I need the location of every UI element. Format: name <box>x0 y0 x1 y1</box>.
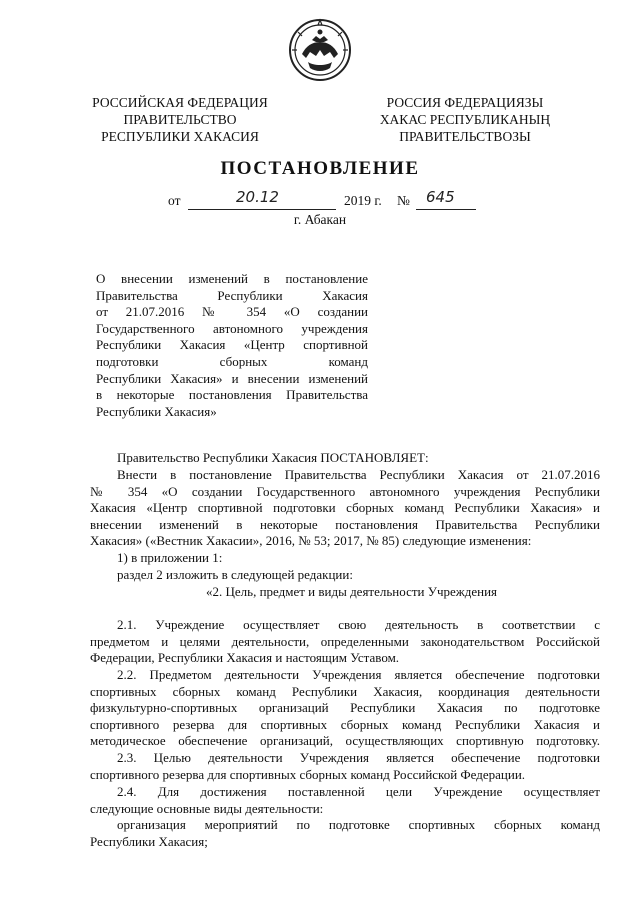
text-line: раздел 2 изложить в следующей редакции: <box>117 567 353 582</box>
text-line: Хакасия «Центр спортивной подготовки сборных команд Республики Хакасия» и <box>90 500 600 516</box>
handwritten-number: 645 <box>426 188 455 206</box>
subject-line: в некоторые постановления Правительства <box>96 387 368 403</box>
text-line: предметом и целями деятельности, определенными законодательством Российской <box>90 633 600 649</box>
header-left-line: РОССИЙСКАЯ ФЕДЕРАЦИЯ <box>92 95 268 110</box>
text-line: «2. Цель, предмет и виды деятельности Учреждения <box>206 584 498 599</box>
subject-line: подготовки сборных команд <box>96 353 368 369</box>
subject-line: Государственного автономного учреждения <box>96 320 368 336</box>
paragraph-2-4 <box>90 784 600 817</box>
text-line: организация мероприятий по подготовке спортивных сборных команд <box>117 817 600 832</box>
paragraph-amend <box>90 467 600 550</box>
text-line: 2.4. Для достижения поставленной цели Учреждение осуществляет <box>117 784 600 799</box>
text-line: спортивных сборных команд Республики Хакасия, координация деятельности <box>90 683 600 699</box>
text-line: 2.2. Предметом деятельности Учреждения является обеспечение подготовки <box>117 667 600 682</box>
text-line: Правительство Республики Хакасия ПОСТАНОВЛЯЕТ: <box>117 450 429 465</box>
document-year: 2019 г. <box>344 193 382 208</box>
text-line: Хакасия» («Вестник Хакасии», 2016, № 53; 2017, № 85) следующие изменения: <box>90 533 532 549</box>
date-number-line <box>168 188 488 213</box>
paragraph-section-2 <box>90 567 600 584</box>
subject-line: Республики Хакасия» и внесении изменений <box>96 370 368 386</box>
date-prefix: от <box>168 193 181 208</box>
subject-line: от 21.07.2016 № 354 «О создании <box>96 304 368 320</box>
handwritten-date: 20.12 <box>236 188 279 206</box>
number-underline <box>416 209 476 210</box>
subject-line: О внесении изменений в постановление <box>96 271 368 286</box>
header-right-line: РОССИЯ ФЕДЕРАЦИЯЗЫ <box>386 95 544 110</box>
header-right-line: ПРАВИТЕЛЬСТВОЗЫ <box>399 129 531 144</box>
subject-line: Правительства Республики Хакасия <box>96 287 368 303</box>
paragraph-preamble <box>90 450 600 467</box>
city-name: г. Абакан <box>293 212 347 227</box>
text-line: 2.3. Целью деятельности Учреждения является обеспечение подготовки <box>117 750 600 765</box>
header-left-line: РЕСПУБЛИКИ ХАКАСИЯ <box>101 129 259 144</box>
paragraph-2-3 <box>90 750 600 783</box>
date-underline <box>188 209 336 210</box>
text-line: внесении изменений в некоторые постановления Правительства Республики <box>90 516 600 532</box>
text-line: 1) в приложении 1: <box>117 550 223 565</box>
text-line: Внести в постановление Правительства Республики Хакасия от 21.07.2016 <box>117 467 600 482</box>
text-line: методическое обеспечение организаций, осуществляющих спортивную подготовку. <box>90 733 600 749</box>
number-sign: № <box>397 193 410 208</box>
text-line: Республики Хакасия; <box>90 833 208 849</box>
paragraph-2-1 <box>90 617 600 667</box>
text-line: Федерации, Республики Хакасия и настоящим Уставом. <box>90 650 400 666</box>
paragraph-item-1 <box>90 550 600 567</box>
paragraph-2-2 <box>90 667 600 750</box>
text-line: следующие основные виды деятельности: <box>90 800 324 816</box>
header-right-block <box>360 94 570 145</box>
header-left-block <box>82 94 278 145</box>
text-line: физкультурно-спортивных организаций Республики Хакасия по подготовке <box>90 700 600 716</box>
coat-of-arms-emblem <box>288 18 352 82</box>
subject-block <box>96 271 368 420</box>
section-heading <box>206 584 586 601</box>
text-line: № 354 «О создании Государственного автономного учреждения Республики <box>90 483 600 499</box>
header-right-line: ХАКАС РЕСПУБЛИКАНЫҢ <box>379 112 551 127</box>
paragraph-activity-1 <box>90 817 600 850</box>
text-line: спортивного резерва для спортивных сборных команд Российской Федерации. <box>90 766 526 782</box>
subject-line: Республики Хакасия «Центр спортивной <box>96 337 368 353</box>
subject-line: Республики Хакасия» <box>96 403 217 419</box>
document-title: ПОСТАНОВЛЕНИЕ <box>220 158 420 179</box>
header-left-line: ПРАВИТЕЛЬСТВО <box>123 112 237 127</box>
text-line: спортивного резерва для спортивных сборных команд Республики Хакасия и <box>90 716 600 732</box>
text-line: 2.1. Учреждение осуществляет свою деятельность в соответствии с <box>117 617 600 632</box>
